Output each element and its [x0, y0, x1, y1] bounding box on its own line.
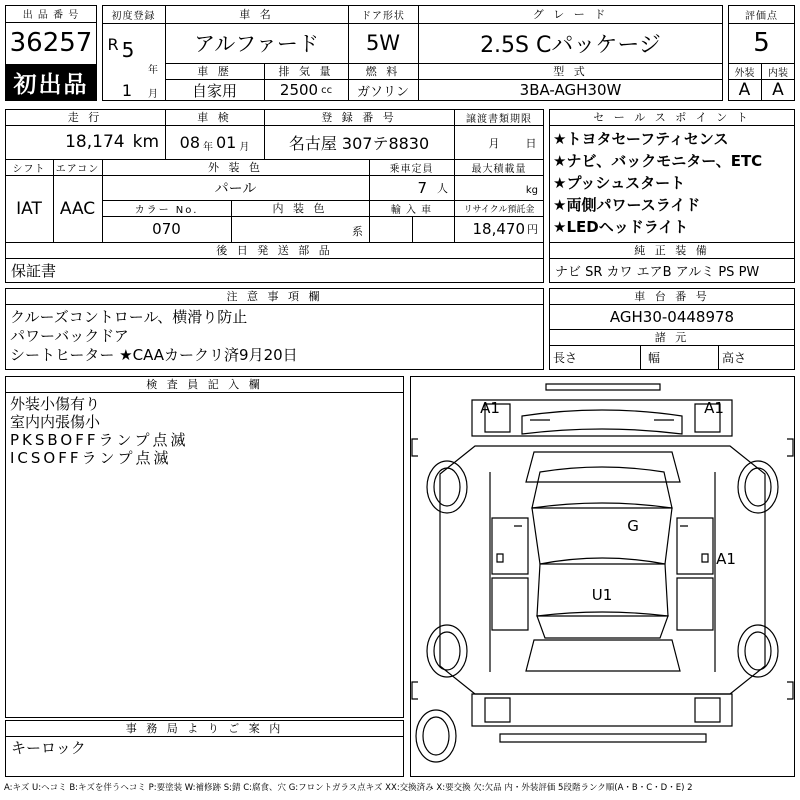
transfer-day-unit: 日: [525, 137, 537, 150]
exterior-grade: A: [738, 80, 751, 100]
displacement-value: 2500 cc: [279, 81, 333, 99]
load-unit: kg: [525, 184, 538, 196]
length-label: 長さ: [553, 351, 578, 365]
inspector-notes: [10, 395, 189, 467]
inspector-line: ICSOFFランプ点滅: [10, 449, 172, 467]
ac-label: エアコン: [55, 163, 100, 175]
height-label: 高さ: [722, 351, 747, 365]
reg-label: 初度登録: [111, 10, 156, 22]
damage-mark: U1: [591, 586, 613, 604]
inspector-line: 室内内張傷小: [10, 413, 101, 431]
chassis-label: 車 台 番 号: [634, 290, 710, 303]
equipment-value: ナビ SR カワ エアB アルミ PS PW: [555, 265, 760, 280]
selling-point-item: ★プッシュスタート: [553, 174, 686, 192]
exterior-color-value: パール: [214, 180, 257, 197]
ac-value: AAC: [59, 198, 96, 219]
year-unit: 年: [148, 64, 158, 76]
interior-color-unit: 系: [352, 225, 363, 238]
mileage-value: 18,174 km: [65, 132, 159, 152]
dims-label: 諸 元: [654, 331, 690, 344]
grade-value: 2.5S Cパッケージ: [480, 32, 661, 58]
model-label: 型 式: [553, 65, 588, 78]
selling-points-list: [553, 128, 793, 238]
import-label: 輸 入 車: [390, 204, 433, 216]
color-no-label: カラー No.: [134, 204, 199, 216]
month-unit: 月: [148, 88, 158, 100]
score-label: 評価点: [745, 10, 778, 22]
door-value: 5W: [365, 31, 401, 55]
exterior-color-label: 外 装 色: [208, 161, 263, 174]
car-name-label: 車 名: [239, 8, 274, 21]
exterior-label: 外装: [734, 67, 755, 79]
history-label: 車 歴: [197, 65, 232, 78]
displacement-label: 排 気 量: [278, 65, 334, 78]
selling-point-item: ★ナビ、バックモニター、ETC: [553, 152, 763, 170]
selling-point-item: ★トヨタセーフティセンス: [553, 130, 729, 148]
color-no-value: 070: [152, 220, 181, 238]
fuel-label: 燃 料: [365, 65, 401, 78]
chassis-number: AGH30-0448978: [609, 307, 735, 326]
inspector-line: 外装小傷有り: [10, 395, 101, 413]
later-parts-label: 後 日 発 送 部 品: [216, 244, 333, 257]
history-value: 自家用: [191, 81, 237, 100]
note-line: シートヒーター ★CAAカークリ済9月20日: [10, 346, 298, 364]
lot-label: 出 品 番 号: [5, 5, 97, 23]
interior-grade: A: [772, 80, 784, 100]
equipment-label: 純 正 装 備: [634, 244, 710, 257]
damage-mark: A1: [480, 399, 500, 417]
recycle-label: リサイクル預託金: [463, 204, 535, 215]
notes-label: 注 意 事 項 欄: [226, 290, 323, 303]
interior-label: 内装: [768, 67, 788, 79]
inspector-label: 検 査 員 記 入 欄: [146, 378, 263, 391]
shift-value: IAT: [16, 198, 42, 219]
first-listing-badge: 初出品: [5, 64, 97, 101]
interior-color-label: 内 装 色: [272, 202, 328, 215]
inspector-line: PKSBOFFランプ点滅: [10, 431, 189, 449]
capacity-label: 乗車定員: [389, 163, 434, 175]
damage-mark: A1: [716, 550, 736, 568]
door-label: ドア形状: [361, 10, 405, 22]
note-line: パワーバックドア: [10, 327, 129, 345]
notes-text: [10, 308, 298, 365]
selling-point-item: ★両側パワースライド: [553, 196, 701, 214]
note-line: クルーズコントロール、横滑り防止: [10, 308, 248, 326]
transfer-label: 譲渡書類期限: [466, 113, 532, 125]
inspection-label: 車 検: [197, 111, 232, 124]
lot-number: 36257: [9, 28, 93, 58]
inspection-value: 08 年 01 月: [179, 132, 250, 153]
reg-era: R: [107, 34, 119, 54]
car-diagram: [410, 376, 795, 777]
legend-text: A:キズ U:ヘコミ B:キズを伴うヘコミ P:要塗装 W:補修跡 S:錆 C:腐食、穴 G:フロントガラス点キズ XX:交換済み X:要交換 欠:欠品 内・外装評価 5段階ランク順(A・B・C・D・E) 2: [4, 783, 693, 793]
mileage-label: 走 行: [67, 111, 103, 124]
reg-year: 5: [121, 38, 135, 62]
office-value: キーロック: [11, 738, 86, 757]
plate-value: 名古屋 307テ8830: [288, 133, 430, 153]
plate-label: 登 録 番 号: [321, 111, 397, 124]
reg-month: 1: [121, 80, 133, 100]
fuel-value: ガソリン: [356, 84, 409, 100]
later-parts-value: 保証書: [11, 262, 57, 280]
office-label: 事 務 局 よ り ご 案 内: [125, 722, 284, 735]
car-name: アルファード: [194, 32, 319, 56]
recycle-value: 18,470 円: [472, 220, 538, 238]
damage-mark: A1: [704, 399, 724, 417]
selling-points-label: セ ー ル ス ポ イ ン ト: [593, 111, 751, 124]
model-value: 3BA-AGH30W: [519, 81, 622, 99]
load-label: 最大積載量: [471, 163, 527, 175]
capacity-value: 7 人: [417, 178, 448, 197]
grade-label: グ レ ー ド: [532, 8, 609, 21]
selling-point-item: ★LEDヘッドライト: [553, 218, 689, 236]
shift-label: シフト: [12, 163, 46, 175]
damage-mark: G: [627, 517, 639, 535]
score-value: 5: [753, 28, 770, 58]
transfer-month-unit: 月: [488, 137, 500, 150]
width-label: 幅: [648, 351, 661, 365]
